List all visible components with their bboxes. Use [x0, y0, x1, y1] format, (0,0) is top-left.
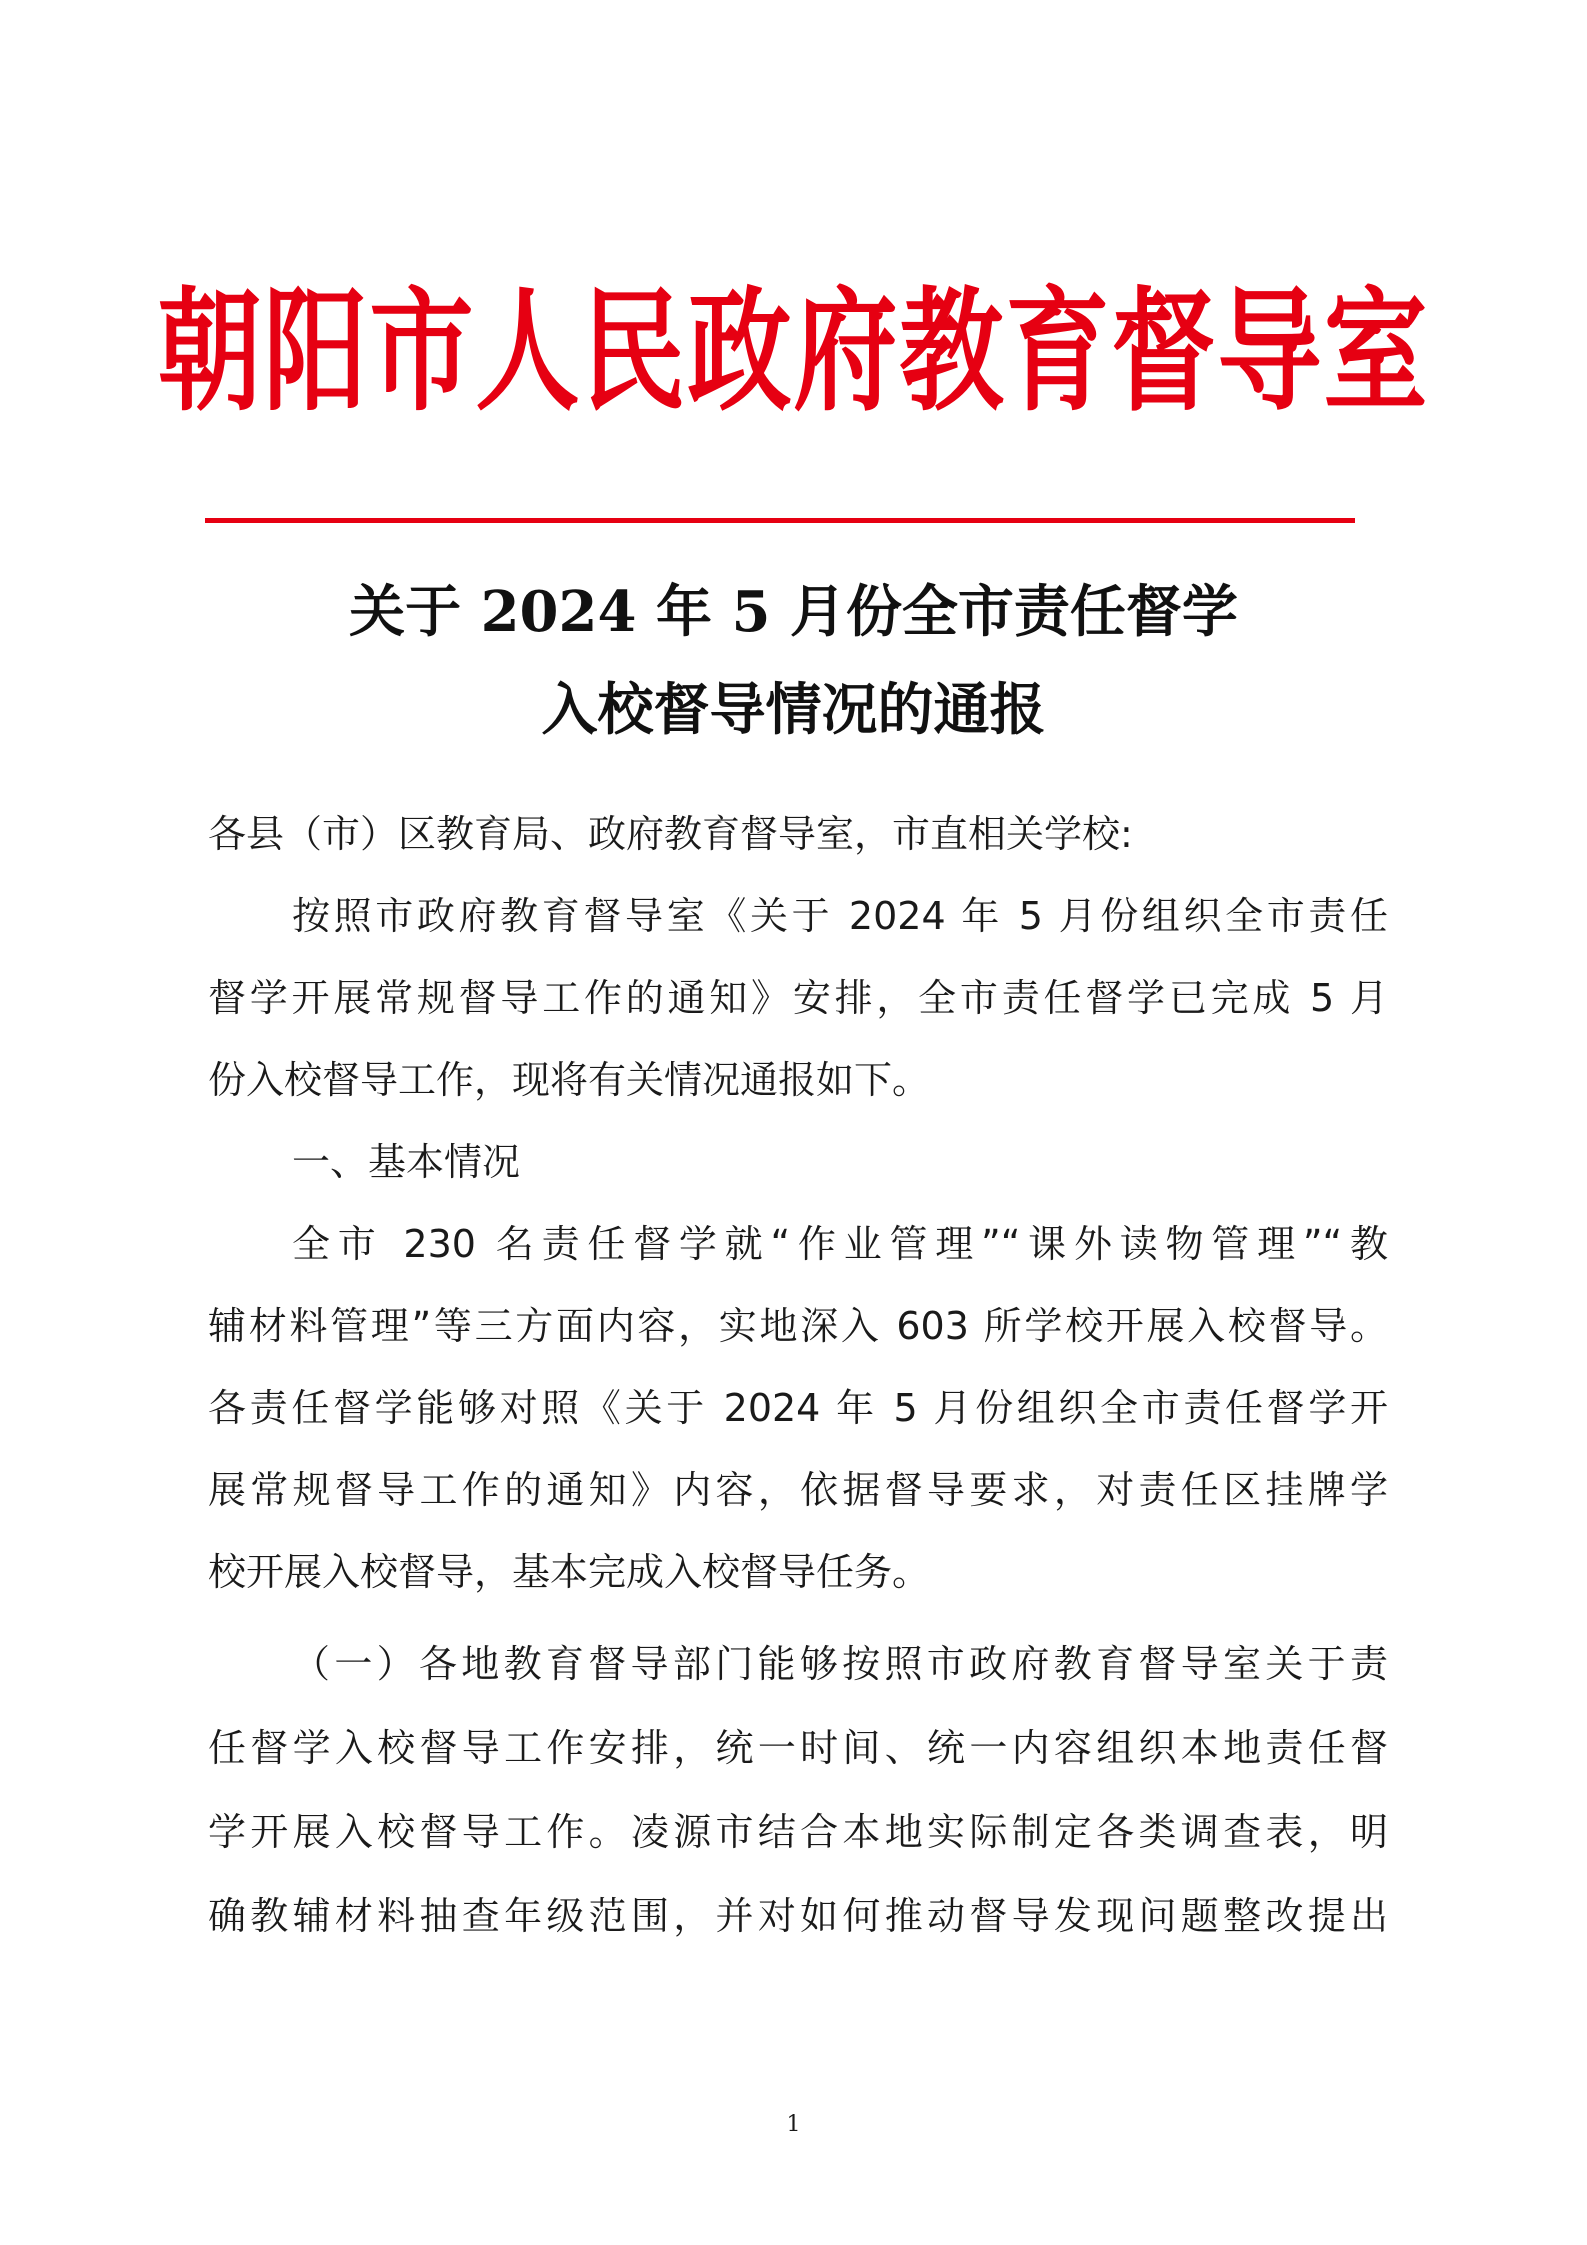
notice-title-line-1: 关于 2024 年 5 月份全市责任督学 [349, 579, 1238, 645]
paragraph-2-line-2: 辅材料管理”等三方面内容，实地深入 603 所学校开展入校督导。 [208, 1304, 1388, 1348]
section-heading-basic-situation: 一、基本情况 [292, 1140, 521, 1184]
notice-title-line-2: 入校督导情况的通报 [541, 677, 1046, 743]
paragraph-2-line-3: 各责任督学能够对照《关于 2024 年 5 月份组织全市责任督学开 [208, 1386, 1388, 1430]
paragraph-3-line-2: 任督学入校督导工作安排，统一时间、统一内容组织本地责任督 [208, 1726, 1388, 1770]
paragraph-3-line-1: （一）各地教育督导部门能够按照市政府教育督导室关于责 [292, 1642, 1388, 1686]
paragraph-1-line-3: 份入校督导工作，现将有关情况通报如下。 [208, 1058, 931, 1102]
salutation: 各县（市）区教育局、政府教育督导室，市直相关学校: [208, 812, 1133, 856]
letterhead-title: 朝阳市人民政府教育督导室 [157, 273, 1430, 430]
paragraph-1-line-1: 按照市政府教育督导室《关于 2024 年 5 月份组织全市责任 [292, 894, 1388, 938]
paragraph-3-line-4: 确教辅材料抽查年级范围，并对如何推动督导发现问题整改提出 [208, 1894, 1388, 1938]
paragraph-2-line-4: 展常规督导工作的通知》内容，依据督导要求，对责任区挂牌学 [208, 1468, 1388, 1512]
letterhead-red-rule [205, 518, 1355, 523]
paragraph-3-line-3: 学开展入校督导工作。凌源市结合本地实际制定各类调查表，明 [208, 1810, 1388, 1854]
paragraph-2-line-5: 校开展入校督导，基本完成入校督导任务。 [208, 1550, 931, 1594]
paragraph-2-line-1: 全市 230 名责任督学就“作业管理”“课外读物管理”“教 [292, 1222, 1388, 1266]
paragraph-1-line-2: 督学开展常规督导工作的通知》安排，全市责任督学已完成 5 月 [208, 976, 1388, 1020]
page-number: 1 [786, 2112, 801, 2137]
